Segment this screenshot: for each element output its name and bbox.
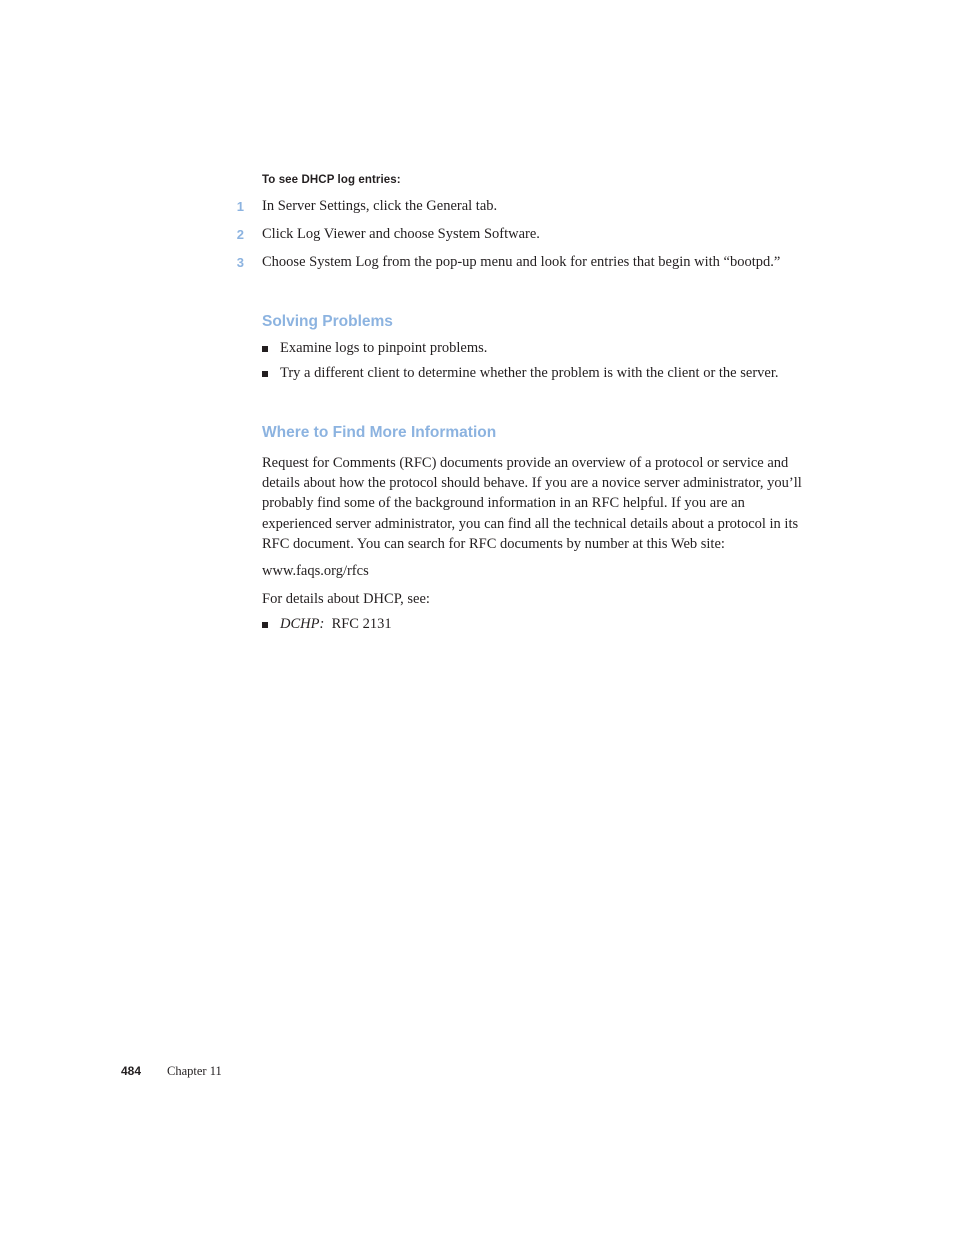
rfc-url: www.faqs.org/rfcs [262,563,369,579]
heading-more-information: Where to Find More Information [262,424,497,441]
step-text: In Server Settings, click the General tab. [262,198,498,214]
rfc-number: RFC 2131 [331,616,392,632]
list-item [0,616,900,638]
step-text: Click Log Viewer and choose System Software. [262,226,540,242]
step-text: Choose System Log from the pop-up menu and look for entries that begin with “bootpd.” [262,254,781,270]
step-3 [0,254,900,276]
details-intro: For details about DHCP, see: [262,591,430,607]
bullet-square-icon [262,622,268,628]
step-1 [0,198,900,220]
list-item [0,340,900,362]
bullet-square-icon [262,346,268,352]
heading-solving-problems: Solving Problems [262,313,393,330]
step-2 [0,226,900,248]
bullet-square-icon [262,371,268,377]
step-number: 1 [236,199,244,214]
rfc-label: DCHP: [280,616,325,632]
page-number: 484 [121,1064,142,1078]
rfc-paragraph: Request for Comments (RFC) documents provide an overview of a protocol or service and details about how the protocol should behave. If you are a novice server administrator, you’ll probably find some of the background information in an RFC helpful. If you are an experienced server administrator, you can find all the technical details about a protocol in its RFC document. You can search for RFC documents by number at this Web site: [262,455,802,552]
bullet-text: Try a different client to determine whether the problem is with the client or the server. [280,365,779,381]
step-number: 3 [236,255,244,270]
list-item [0,365,900,387]
bullet-text [280,616,392,633]
bullet-text: Examine logs to pinpoint problems. [280,340,488,356]
task-title: To see DHCP log entries: [262,174,401,186]
chapter-label: Chapter 11 [167,1064,222,1078]
step-number: 2 [236,227,244,242]
